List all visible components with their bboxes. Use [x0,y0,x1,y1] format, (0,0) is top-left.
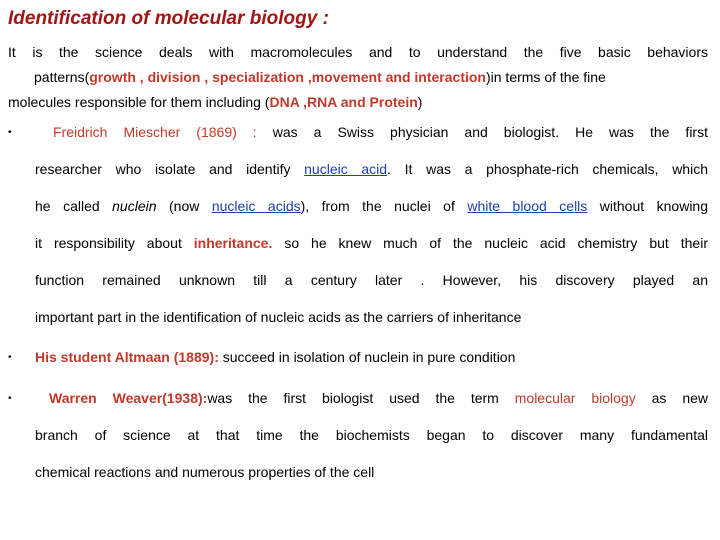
miescher-text-5a: it responsibility about [35,235,194,251]
intro-text: molecules responsible for them including ( [8,94,270,110]
intro-line-1: It is the science deals with macromolecules and to understand the five basic behaviors [8,44,708,60]
miescher-name: Freidrich Miescher (1869) : [53,124,257,140]
weaver-line-2: branch of science at that time the biochemists began to discover many fundamental [35,427,708,443]
bullet-miescher [8,114,708,336]
altmaan-text [8,339,708,376]
molecules-list: DNA ,RNA and Protein [269,94,418,110]
nucleic-acids-link[interactable]: nucleic acids [211,198,301,214]
miescher-line-4 [35,225,708,262]
behaviors-list: growth , division , specialization ,movement and interaction [89,69,486,85]
miescher-line-2 [35,151,708,188]
miescher-text-4b: (now [156,198,212,214]
intro-line-3 [8,94,422,110]
bullet-icon: • [8,127,12,138]
miescher-text-4c: ), from the nuclei of [300,198,468,214]
bullet-icon: • [8,393,12,404]
altmaan-description: succeed in isolation of nuclein in pure condition [218,349,516,365]
white-blood-cells-link[interactable]: white blood cells [467,198,588,214]
intro-text: patterns( [34,69,90,85]
miescher-text-4a: he called [35,198,113,214]
miescher-line-6: important part in the identification of nucleic acids as the carriers of inheritance [35,309,522,325]
miescher-line-1 [35,114,708,151]
bullet-icon: • [8,352,12,363]
nuclein-term: nuclein [112,198,157,214]
molecular-biology-term: molecular biology [514,390,636,406]
weaver-line-3: chemical reactions and numerous properties of the cell [35,464,375,480]
miescher-line-3 [35,188,708,225]
miescher-text [8,114,708,336]
miescher-text-4d: without knowing [587,198,709,214]
bullet-weaver [8,380,708,491]
miescher-text-3: . It was a phosphate-rich chemicals, which [387,161,708,177]
nucleic-acid-link[interactable]: nucleic acid [304,161,388,177]
weaver-text [8,380,708,491]
inheritance-term: inheritance. [193,235,273,251]
miescher-line-5: function remained unknown till a century later . However, his discovery played an [35,272,708,288]
intro-paragraph [8,40,708,115]
weaver-text-2: as new [635,390,708,406]
weaver-text-1: was the first biologist used the term [207,390,515,406]
intro-line-2 [8,69,606,85]
intro-text: ) [417,94,423,110]
weaver-line-1 [35,380,708,417]
bullet-altmaan [8,339,708,376]
miescher-text-1: was a Swiss physician and biologist. He was the first [256,124,708,140]
intro-text: )in terms of the fine [485,69,606,85]
altmaan-name: His student Altmaan (1889): [35,349,219,365]
miescher-text-5b: so he knew much of the nucleic acid chemistry but their [272,235,708,251]
page-title: Identification of molecular biology : [8,8,329,29]
miescher-text-2: researcher who isolate and identify [35,161,305,177]
weaver-name: Warren Weaver(1938): [49,390,208,406]
